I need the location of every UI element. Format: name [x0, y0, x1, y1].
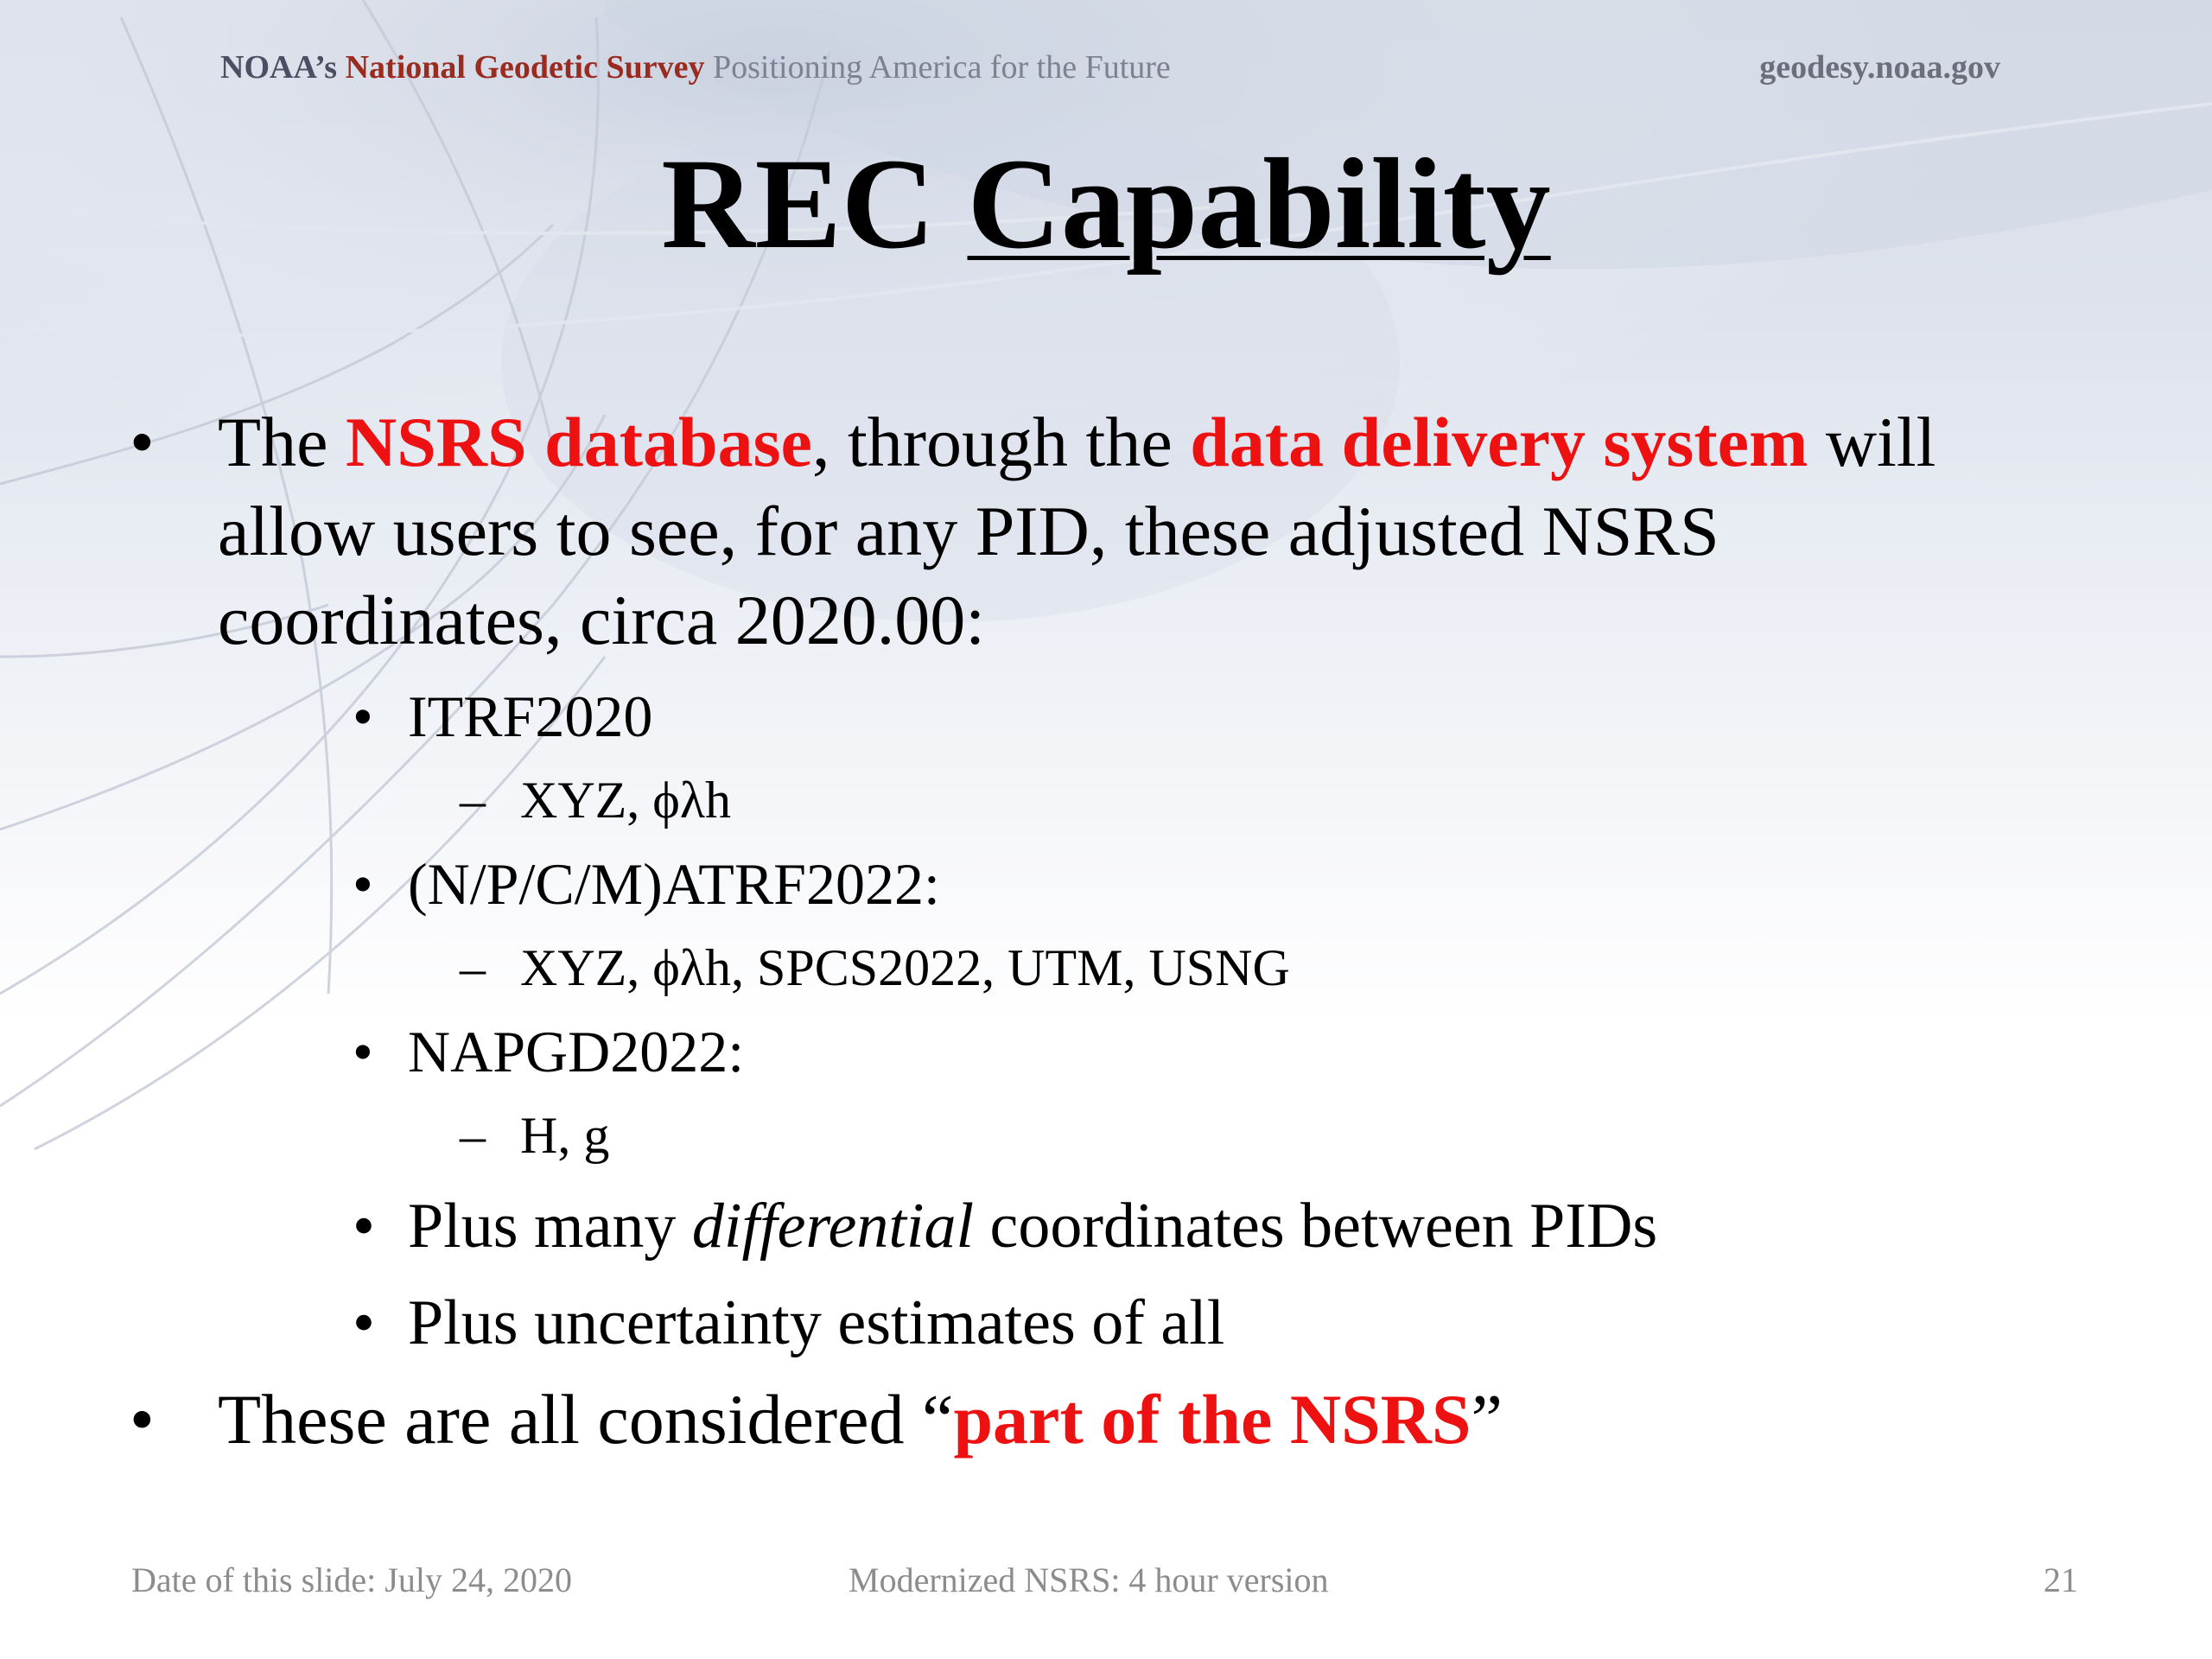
footer-date: Date of this slide: July 24, 2020	[131, 1560, 572, 1599]
bullet-marker: •	[130, 403, 155, 481]
italic-differential: differential	[691, 1191, 975, 1262]
bullet-marker: •	[353, 1287, 375, 1358]
bullet-marker: •	[353, 1191, 375, 1262]
slide-footer	[131, 1560, 2078, 1608]
sub-bullet-text: coordinates between PIDs	[989, 1191, 1658, 1262]
sub-sub-bullet-atrf2022-coords	[130, 925, 2074, 1010]
footer-page-number: 21	[2044, 1560, 2078, 1599]
sub-sub-bullet-text: H, g	[520, 1107, 610, 1164]
dash-marker: –	[460, 772, 486, 829]
title-part-2: Capability	[967, 132, 1551, 276]
dash-marker: –	[460, 939, 486, 996]
bullet-nsrs-database	[130, 397, 2074, 664]
sub-sub-bullet-itrf2020-coords	[130, 758, 2074, 842]
title-part-1: REC	[661, 132, 936, 276]
sub-bullet-text: ITRF2020	[408, 683, 653, 749]
bullet-text: The	[218, 403, 328, 481]
header-org-prefix: NOAA’s	[220, 49, 338, 86]
bullet-marker: •	[353, 851, 373, 917]
bullet-marker: •	[353, 683, 373, 749]
slide-body	[130, 397, 2074, 1464]
sub-bullet-itrf2020	[130, 675, 2074, 758]
bullet-text: These are all considered “	[218, 1380, 954, 1459]
header-tagline: Positioning America for the Future	[712, 49, 1171, 86]
highlight-nsrs-database: NSRS database	[345, 403, 812, 481]
sub-bullet-text: Plus many	[408, 1191, 677, 1262]
bullet-marker: •	[353, 1019, 373, 1084]
sub-sub-bullet-napgd2022-coords	[130, 1093, 2074, 1178]
highlight-data-delivery-system: data delivery system	[1190, 403, 1808, 481]
sub-bullet-atrf2022	[130, 842, 2074, 925]
sub-bullet-text: (N/P/C/M)ATRF2022:	[408, 851, 940, 917]
sub-sub-bullet-text: XYZ, ϕλh, SPCS2022, UTM, USNG	[520, 939, 1290, 996]
bullet-text: ”	[1471, 1380, 1503, 1459]
sub-bullet-napgd2022	[130, 1010, 2074, 1093]
header-website: geodesy.noaa.gov	[1759, 49, 2000, 86]
sub-sub-bullet-text: XYZ, ϕλh	[520, 772, 731, 829]
dash-marker: –	[460, 1107, 486, 1164]
slide-header	[220, 41, 2000, 93]
highlight-part-of-nsrs: part of the NSRS	[953, 1380, 1471, 1459]
bullet-text: will allow users to see, for any PID, these adjusted NSRS coordinates, circa 2020.00:	[218, 403, 1936, 659]
sub-bullet-text: Plus uncertainty estimates of all	[408, 1287, 1225, 1358]
sub-bullet-differential	[130, 1178, 2074, 1274]
bullet-part-of-nsrs	[130, 1375, 2074, 1464]
bullet-marker: •	[130, 1380, 155, 1459]
bullet-text: , through the	[811, 403, 1173, 481]
slide-title	[0, 130, 2212, 279]
header-organization	[220, 48, 1171, 86]
sub-bullet-text: NAPGD2022:	[408, 1019, 745, 1084]
sub-bullet-uncertainty	[130, 1274, 2074, 1371]
footer-version: Modernized NSRS: 4 hour version	[849, 1560, 1329, 1599]
header-org-name: National Geodetic Survey	[345, 49, 705, 86]
